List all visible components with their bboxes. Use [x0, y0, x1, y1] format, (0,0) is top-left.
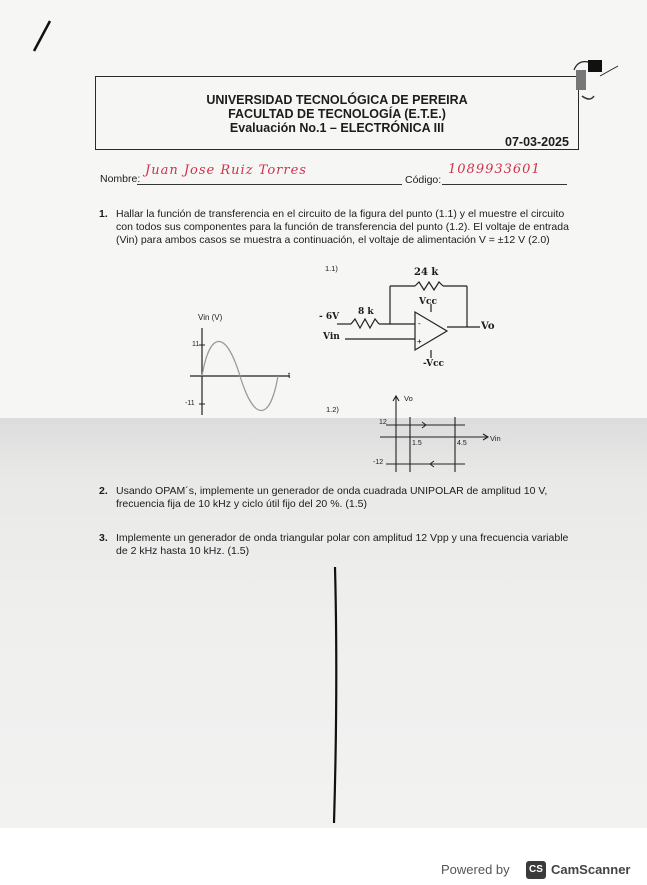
question-2-line-2: frecuencia fija de 10 kHz y ciclo útil fijo del 20 %. (1.5) [116, 498, 367, 510]
question-1-line-1: Hallar la función de transferencia en el circuito de la figura del punto (1.1) y el muestre el circuito [116, 208, 565, 220]
question-2-line-1: Usando OPAM´s, implemente un generador de onda cuadrada UNIPOLAR de amplitud 10 V, [116, 485, 548, 497]
question-2-number: 2. [99, 485, 108, 497]
figure-1-2-label: 1.2) [326, 405, 339, 414]
vin-graph-xlabel: t [288, 371, 291, 380]
feedback-resistor-label: 24 k [414, 267, 439, 278]
figure-1-1-label: 1.1) [325, 264, 338, 273]
question-3-number: 3. [99, 532, 108, 544]
transfer-function-graph [370, 392, 500, 477]
vin-sine-graph [180, 320, 300, 420]
question-1-line-3: (Vin) para ambos casos se muestra a continuación, el voltaje de alimentación V = ±12 V (2.0) [116, 234, 550, 246]
question-3-text [116, 532, 568, 558]
code-value: 1089933601 [448, 162, 541, 177]
vin-graph-ymin: -11 [185, 400, 195, 407]
svg-text:+: + [417, 337, 422, 346]
svg-text:-: - [418, 319, 421, 328]
input-resistor-label: 8 k [358, 307, 374, 317]
question-1-number: 1. [99, 208, 108, 220]
pen-vertical-line [326, 565, 346, 825]
inverting-amplifier-circuit [315, 262, 515, 372]
corner-clip-mark [560, 56, 620, 116]
vin-graph-ylabel: Vin (V) [198, 313, 223, 322]
question-3-line-2: de 2 kHz hasta 10 kHz. (1.5) [116, 545, 250, 557]
input-label: Vin [323, 332, 340, 342]
transfer-graph-yhigh: 12 [379, 419, 387, 426]
pos-supply-label: Vcc [419, 297, 437, 307]
paper-fold-shadow [0, 418, 647, 828]
question-1-line-2: con todos sus componentes para la función de transferencia del punto (1.2). El voltaje de entrada [116, 221, 569, 233]
bias-voltage-label: - 6V [319, 312, 340, 322]
question-2-text [116, 485, 547, 511]
vin-graph-ymax: 11 [192, 341, 200, 348]
question-1-text [116, 208, 569, 247]
camscanner-logo-icon: CS [526, 861, 546, 879]
question-3-line-1: Implemente un generador de onda triangular polar con amplitud 12 Vpp y una frecuencia variable [116, 532, 569, 544]
pen-stroke-mark [30, 18, 54, 54]
transfer-graph-ylabel: Vo [404, 394, 413, 403]
camscanner-brand: CamScanner [551, 862, 631, 877]
evaluation-title: Evaluación No.1 – ELECTRÓNICA III [229, 121, 445, 135]
code-label: Código: [405, 174, 442, 186]
output-label: Vo [481, 321, 495, 332]
neg-supply-label: -Vcc [423, 359, 445, 369]
faculty-title: FACULTAD DE TECNOLOGÍA (E.T.E.) [228, 107, 446, 121]
university-title: UNIVERSIDAD TECNOLÓGICA DE PEREIRA [206, 93, 468, 107]
transfer-graph-ylow: -12 [373, 459, 384, 466]
transfer-graph-x2: 4.5 [457, 440, 467, 447]
transfer-graph-xlabel: Vin [490, 434, 501, 443]
name-value: Juan Jose Ruiz Torres [145, 163, 307, 178]
transfer-graph-x1: 1.5 [412, 440, 422, 447]
name-label: Nombre: [100, 173, 141, 185]
exam-date: 07-03-2025 [505, 135, 569, 149]
powered-by-text: Powered by [441, 862, 510, 877]
